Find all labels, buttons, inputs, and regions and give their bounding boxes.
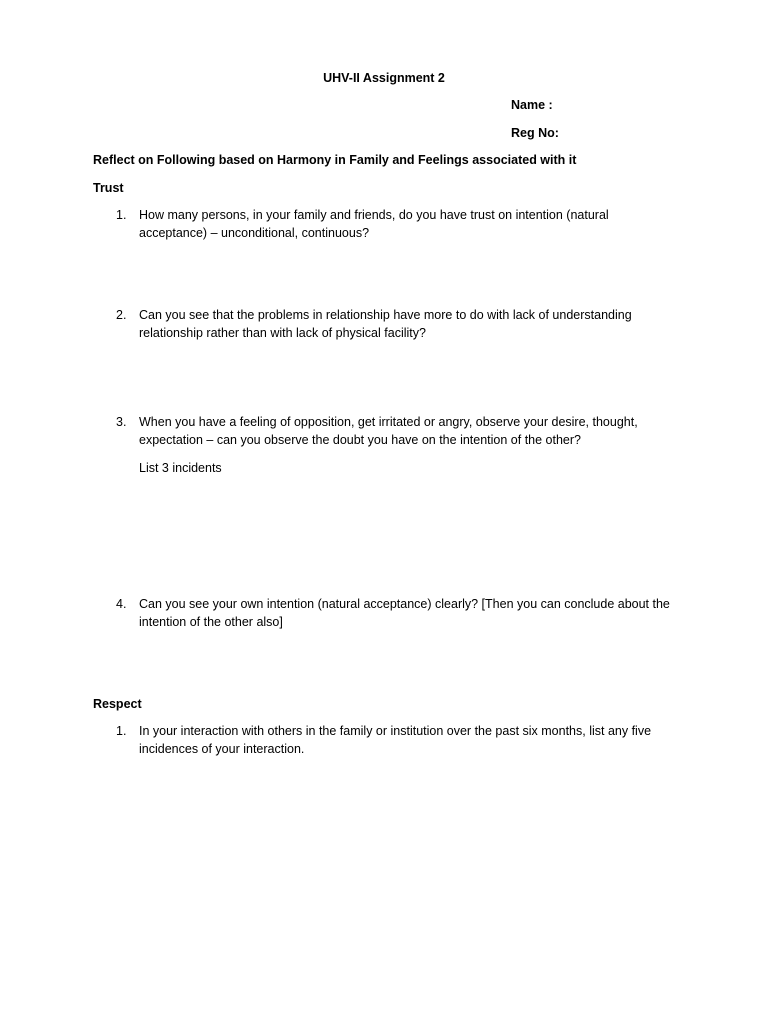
question-text: In your interaction with others in the family or institution over the past six months, list any five incidences of your interaction. — [139, 724, 652, 756]
name-label: Name : — [511, 98, 553, 112]
question-number: 2. — [116, 308, 127, 322]
question-number: 4. — [116, 597, 127, 611]
section-heading-respect: Respect — [93, 697, 142, 711]
question-number: 3. — [116, 415, 127, 429]
question-number: 1. — [116, 208, 127, 222]
question-text: How many persons, in your family and friends, do you have trust on intention (natural acceptance) – unconditional, continuous? — [139, 208, 609, 240]
question-subtext: List 3 incidents — [139, 461, 222, 475]
question-number: 1. — [116, 724, 127, 738]
question-text: Can you see that the problems in relationship have more to do with lack of understanding relationship rather than with lack of physical facility? — [139, 308, 632, 340]
reg-no-label: Reg No: — [511, 126, 559, 140]
question-text: Can you see your own intention (natural acceptance) clearly? [Then you can conclude about the intention of the other also] — [139, 597, 670, 629]
section-heading-trust: Trust — [93, 181, 124, 195]
question-text: When you have a feeling of opposition, get irritated or angry, observe your desire, thought, expectation – can you observe the doubt you have on the intention of the other? — [139, 415, 638, 447]
instruction-heading: Reflect on Following based on Harmony in Family and Feelings associated with it — [93, 153, 577, 167]
document-title: UHV-II Assignment 2 — [323, 71, 445, 85]
